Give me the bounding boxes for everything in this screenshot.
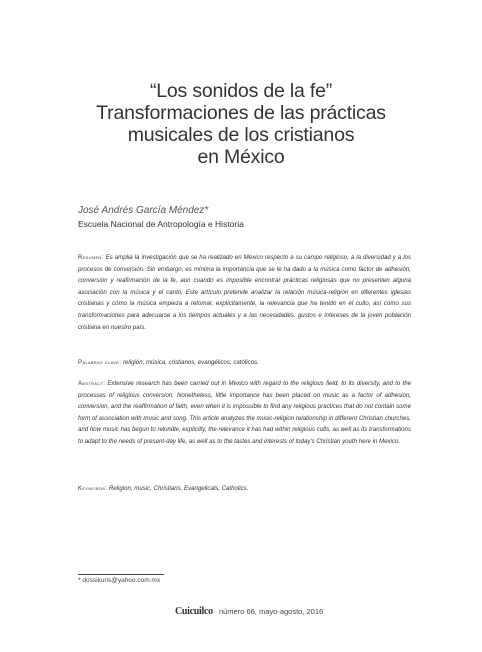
title-line: “Los sonidos de la fe” bbox=[149, 80, 333, 102]
keywords-section bbox=[78, 483, 411, 495]
footnote-email: * dossikuris@yahoo.com.mx bbox=[78, 577, 161, 584]
abstract-text: Extensive research has been carried out in Mexico with regard to the religious field, to its diversity, and to the processes of religious conversion. Nonetheless, little importance has been placed on music as a factor of adhesion, conversion, and the reaffirmation of faith, even when it is impossible to find any religious practices that do not contain some form of association with music and song. This article analyzes the music-religion relationship in different Christian churches, and how music has begun to rekindle, explicitly, the relevance it has had within religious cults, as well as its transformations to adapt to the needs of present-day life, as well as to the tastes and interests of today’s Christian youth here in Mexico. bbox=[78, 380, 411, 445]
title-line: musicales de los cristianos bbox=[127, 124, 355, 146]
author-name: José Andrés García Méndez* bbox=[78, 205, 209, 216]
title-line: en México bbox=[197, 146, 285, 168]
issue-info: número 66, mayo-agosto, 2016 bbox=[218, 607, 324, 616]
palabras-clave-section bbox=[78, 357, 411, 369]
palabras-clave-label: Palabras clave: bbox=[78, 359, 122, 366]
palabras-clave-text: religión, música, cristianos, evangélicos, católicos. bbox=[122, 359, 259, 366]
journal-logo: Cuicuilco bbox=[175, 606, 213, 617]
footnote-divider bbox=[78, 574, 164, 575]
abstract-section bbox=[78, 378, 411, 448]
keywords-label: Keywords: bbox=[78, 485, 108, 492]
resumen-section bbox=[78, 252, 411, 333]
keywords-text: Religion, music, Christians, Evangelicals, Catholics. bbox=[108, 485, 249, 492]
article-title bbox=[60, 80, 422, 168]
title-line: Transformaciones de las prácticas bbox=[96, 102, 386, 124]
resumen-label: Resumen: bbox=[78, 254, 104, 261]
abstract-label: Abstract: bbox=[78, 380, 106, 387]
page-footer bbox=[175, 606, 323, 617]
author-affiliation: Escuela Nacional de Antropología e Historia bbox=[78, 219, 244, 229]
resumen-text: Es amplia la investigación que se ha realizado en México respecto a su campo religioso, a la diversidad y a los procesos de conversión. Sin embargo, es mínima la importancia que se le ha dado a la música como factor de adhesión, conversión y reafirmación de la fe, aun cuando es imposible encontrar prácticas religiosas que no presenten alguna asociación con la música y el canto. Este artículo pretende analizar la relación música-religión en diferentes iglesias cristianas y cómo la música empieza a retomar, explícitamente, la relevancia que ha tenido en el culto, así como sus transformaciones para adecuarse a los tiempos actuales y a las necesidades, gustos e intereses de la joven población cristiana en nuestro país. bbox=[78, 254, 411, 331]
